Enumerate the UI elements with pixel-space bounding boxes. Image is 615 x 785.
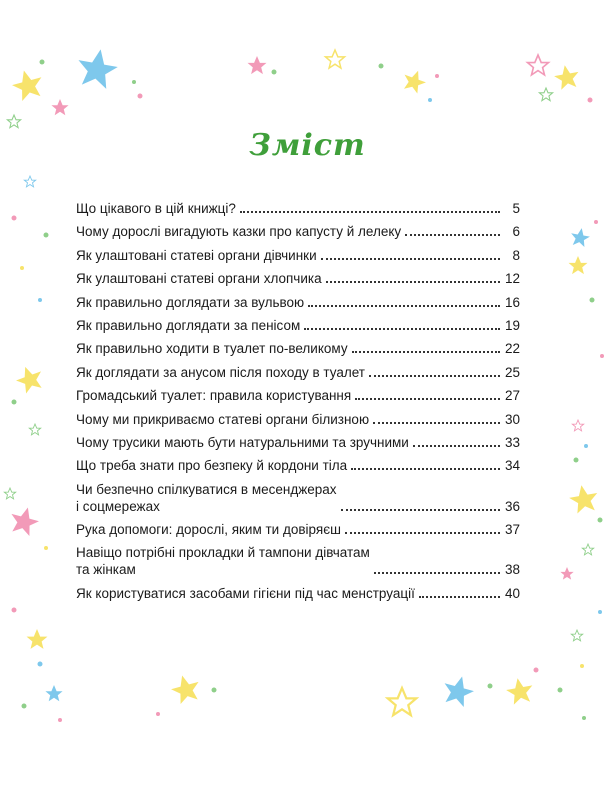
toc-entry-text-line2: і соцмережах [76, 498, 160, 514]
toc-entry-text: Як користуватися засобами гігієни під час менструації [76, 585, 415, 601]
toc-entry-text: Громадський туалет: правила користування [76, 388, 352, 404]
toc-entry-text-line2: та жінкам [76, 562, 136, 578]
toc-page-number: 34 [504, 458, 520, 474]
toc-leader-dots [355, 398, 500, 400]
toc-entry[interactable] [76, 340, 520, 357]
toc-page-number: 6 [512, 224, 520, 240]
toc-leader-dots [341, 509, 500, 511]
toc-entry[interactable] [76, 317, 520, 334]
toc-page-number: 22 [504, 341, 520, 357]
toc-entry-text: Що цікавого в цій книжці? [76, 201, 236, 216]
toc-entry[interactable] [76, 411, 520, 428]
toc-entry[interactable] [76, 200, 520, 217]
toc-page-number: 33 [504, 434, 520, 450]
toc-page-number: 25 [504, 364, 520, 380]
toc-page-number: 36 [504, 498, 520, 514]
toc-entry[interactable] [76, 387, 520, 404]
toc-page-number: 8 [512, 247, 520, 263]
toc-entry-text-line1: Чи безпечно спілкуватися в месенджерах [76, 481, 337, 497]
toc-entry-text: Як улаштовані статеві органи дівчинки [76, 247, 317, 263]
toc-entry-text: Як правильно доглядати за пенісом [76, 317, 301, 333]
toc-page-number: 38 [504, 562, 520, 578]
toc-entry-text: Що треба знати про безпеку й кордони тіла [76, 458, 348, 474]
toc-entry-text: Чому ми прикриваємо статеві органи білизною [76, 411, 370, 427]
toc-entry[interactable] [76, 481, 520, 515]
toc-entry[interactable] [76, 434, 520, 451]
toc-leader-dots [352, 351, 500, 353]
toc-entry-text: Рука допомоги: дорослі, яким ти довіряєш [76, 522, 341, 538]
toc-entry-text: Чому трусики мають бути натуральними та зручними [76, 434, 409, 450]
toc-entry-text [76, 544, 370, 578]
toc-entry[interactable] [76, 521, 520, 538]
toc-entry-text: Як правильно ходити в туалет по-великому [76, 341, 348, 357]
toc-leader-dots [321, 258, 500, 260]
toc-entry[interactable] [76, 457, 520, 474]
toc-leader-dots [369, 375, 500, 377]
toc-leader-dots [304, 328, 500, 330]
toc-entry-text [76, 481, 337, 515]
toc-leader-dots [405, 234, 500, 236]
toc-page-number: 37 [504, 522, 520, 538]
toc-entry[interactable] [76, 364, 520, 381]
toc-page-number: 27 [504, 388, 520, 404]
toc-page-number: 40 [504, 585, 520, 601]
toc-page-number: 30 [504, 411, 520, 427]
toc-entry-text-line1: Навіщо потрібні прокладки й тампони дівчатам [76, 545, 370, 561]
toc-entry-text: Як доглядати за анусом після походу в туалет [76, 364, 365, 380]
toc-leader-dots [345, 532, 500, 534]
toc-page-number: 19 [504, 317, 520, 333]
toc-entry[interactable] [76, 247, 520, 264]
toc-entry[interactable] [76, 223, 520, 240]
toc-leader-dots [351, 468, 500, 470]
toc-page-number: 16 [504, 294, 520, 310]
toc-entry[interactable] [76, 585, 520, 602]
toc-entry[interactable] [76, 294, 520, 311]
toc-leader-dots [240, 211, 500, 213]
toc-entry[interactable] [76, 270, 520, 287]
toc-leader-dots [374, 572, 500, 574]
table-of-contents [76, 200, 520, 608]
toc-leader-dots [373, 422, 500, 424]
toc-entry-text: Як улаштовані статеві органи хлопчика [76, 271, 322, 287]
toc-leader-dots [419, 596, 500, 598]
toc-entry-text: Чому дорослі вигадують казки про капусту й лелеку [76, 224, 402, 240]
toc-leader-dots [326, 281, 500, 283]
page-title: Зміст [249, 128, 366, 163]
toc-page-number: 5 [512, 201, 520, 216]
toc-entry-text: Як правильно доглядати за вульвою [76, 294, 305, 310]
toc-leader-dots [308, 305, 500, 307]
toc-page-number: 12 [504, 271, 520, 287]
toc-entry[interactable] [76, 544, 520, 578]
toc-leader-dots [413, 445, 500, 447]
